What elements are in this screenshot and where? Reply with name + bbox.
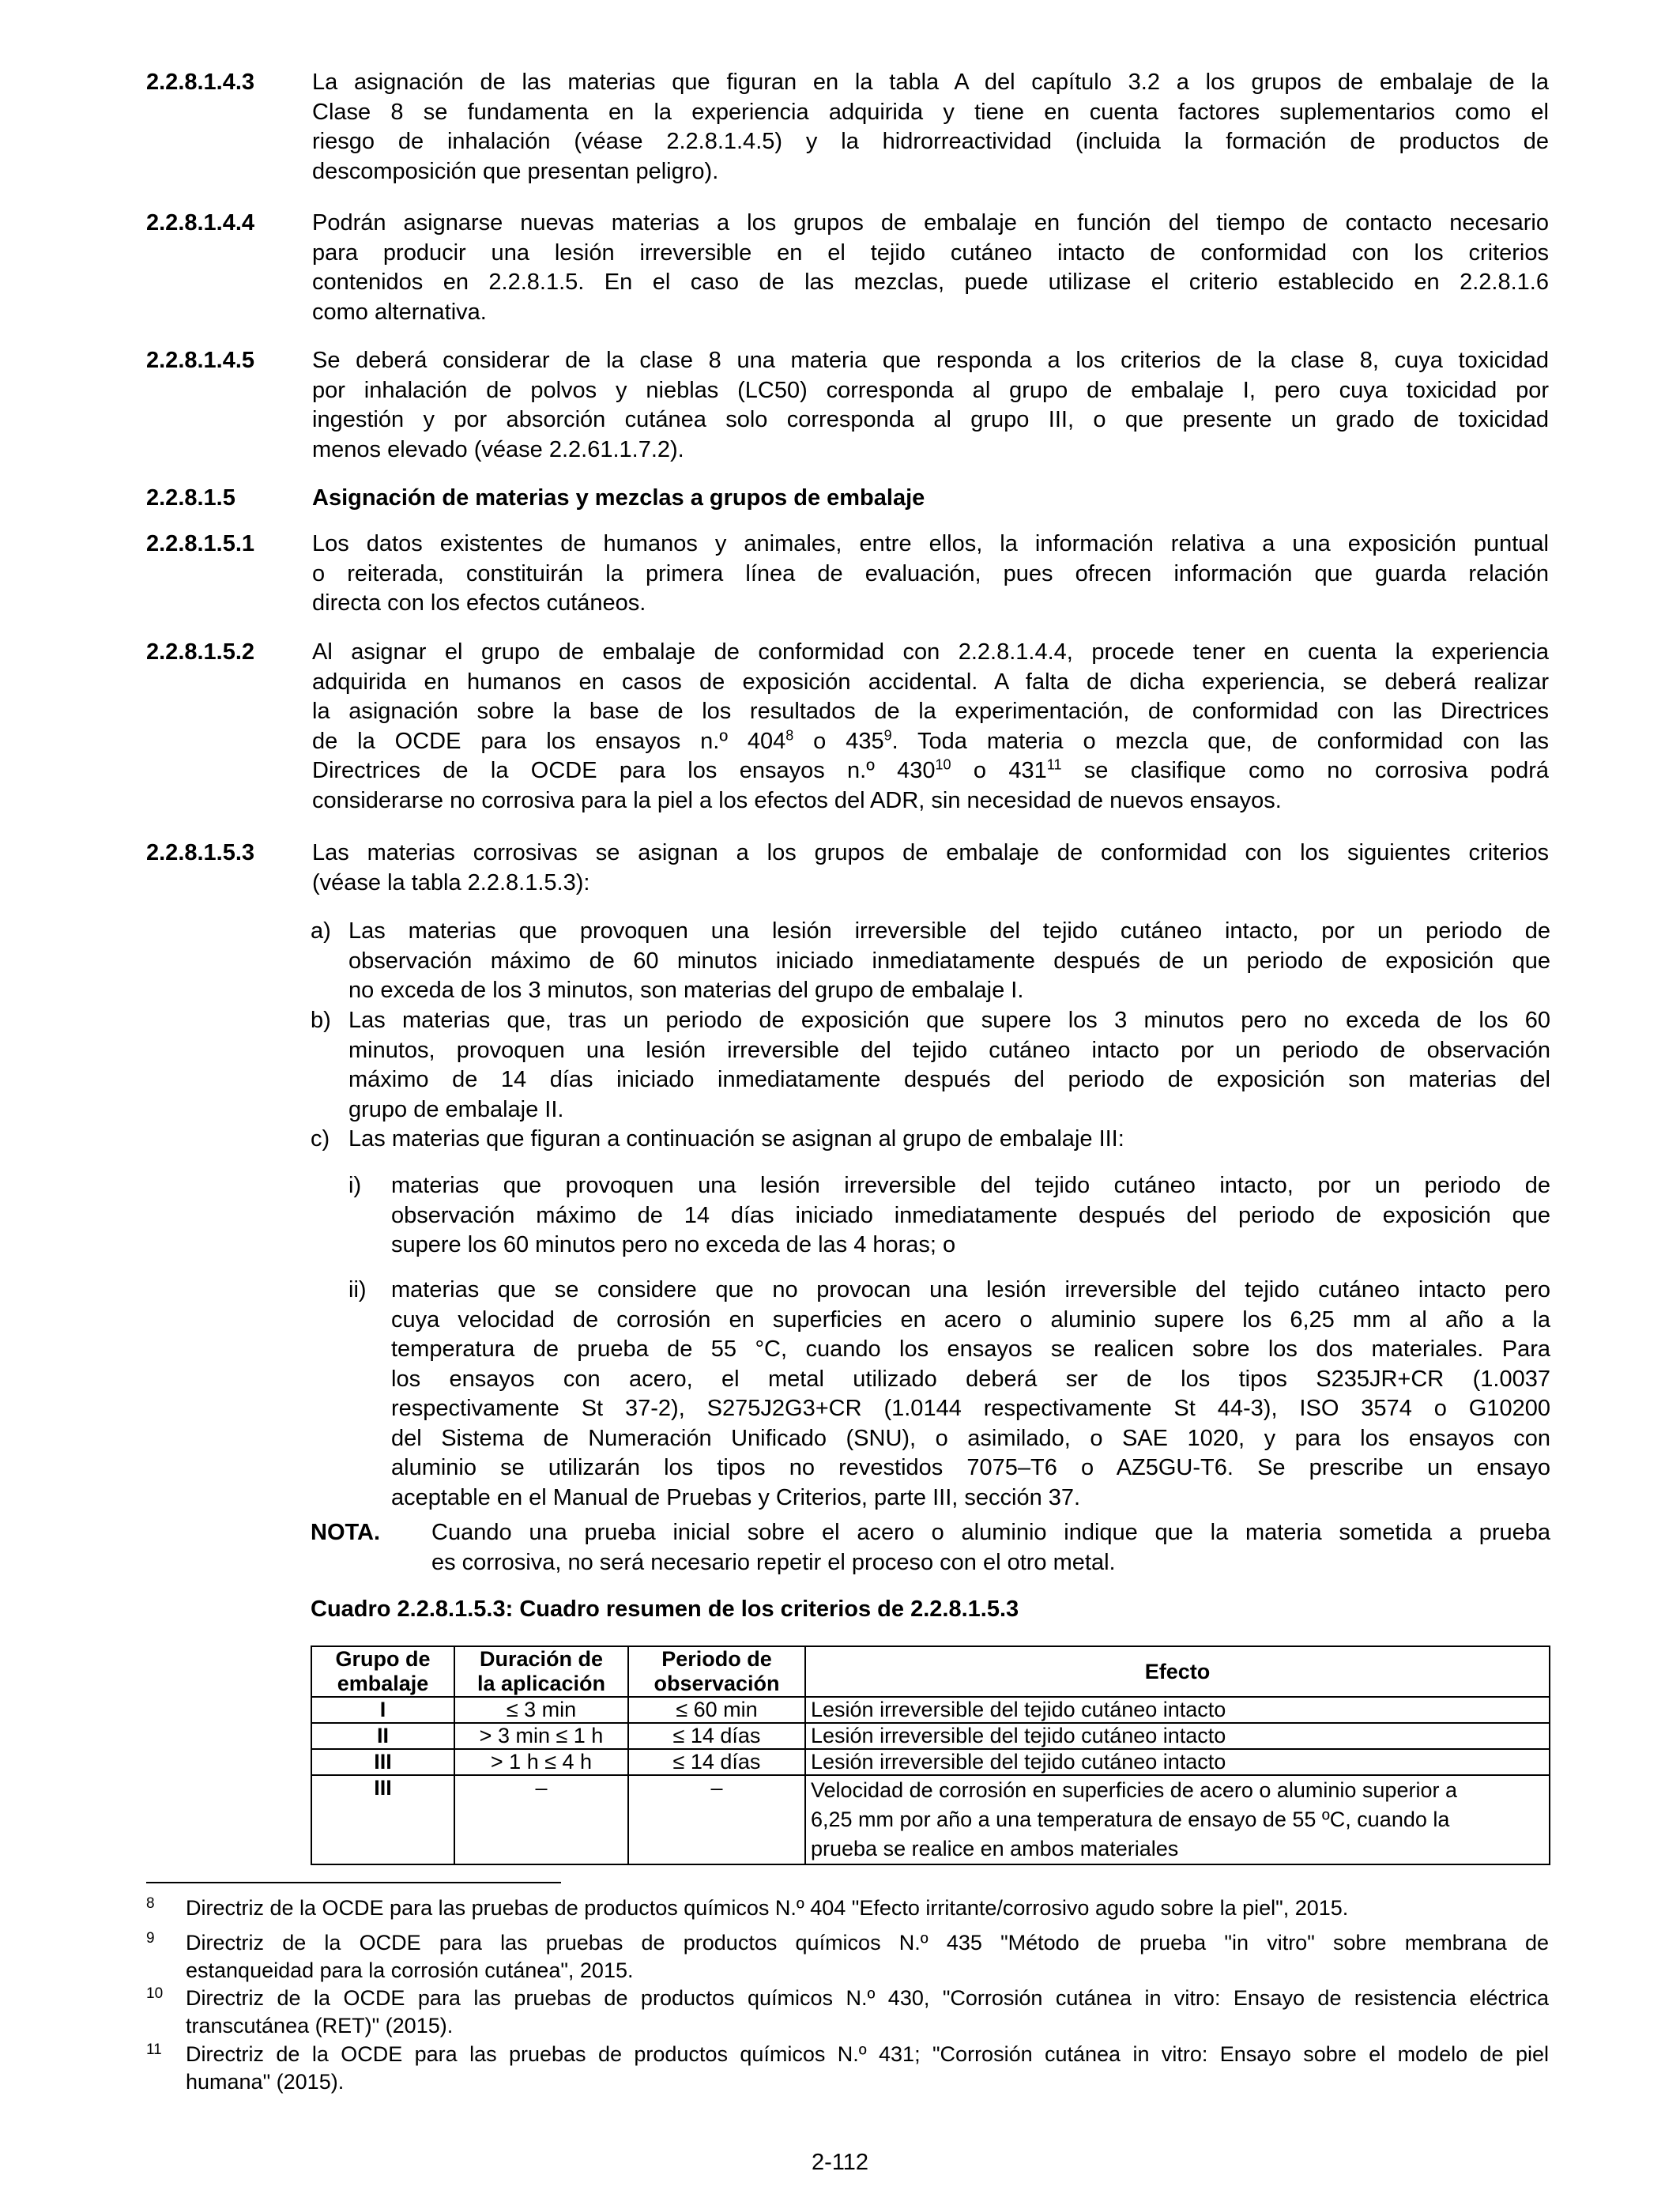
footnote-9	[146, 1929, 1549, 1985]
text-line: directa con los efectos cutáneos.	[312, 590, 646, 616]
text-line: riesgo de inhalación (véase 2.2.8.1.4.5) y la hidrorreactividad (incluida la formación de productos de	[312, 129, 1549, 154]
footnote-number: 9	[146, 1930, 155, 1947]
table-caption: Cuadro 2.2.8.1.5.3: Cuadro resumen de los criterios de 2.2.8.1.5.3	[311, 1596, 1019, 1622]
section-number: 2.2.8.1.4.4	[146, 210, 255, 236]
text-line: Directriz de la OCDE para las pruebas de productos químicos N.º 430, "Corrosión cutánea in vitro: Ensayo de resistencia eléctrica	[186, 1986, 1549, 2010]
table-cell: III	[311, 1749, 454, 1775]
footnote-separator	[146, 1882, 561, 1883]
section-2-2-8-1-5-2	[146, 638, 1549, 816]
footnote-number: 8	[146, 1895, 155, 1912]
footnote-text	[186, 2041, 1549, 2096]
section-2-2-8-1-5-1	[146, 530, 1549, 619]
section-text	[312, 346, 1549, 465]
text-line: Directrices de la OCDE para los ensayos n.º $430^{10}$ o $431^{11}$ se clasifique como no corrosiva podrá	[312, 756, 1549, 783]
item-label: a)	[311, 918, 331, 944]
table-cell: –	[628, 1775, 805, 1864]
section-2-2-8-1-5	[146, 484, 1549, 514]
table-cell: Lesión irreversible del tejido cutáneo intacto	[805, 1723, 1550, 1749]
subitem-text	[391, 1276, 1550, 1513]
table-header-row	[311, 1646, 1550, 1697]
column-header: Grupo de embalaje	[311, 1646, 454, 1697]
text-line: Cuando una prueba inicial sobre el acero o aluminio indique que la materia sometida a prueba	[431, 1520, 1550, 1545]
footnote-ref[interactable]: 8	[785, 726, 794, 743]
text-line: menos elevado (véase 2.2.61.1.7.2).	[312, 436, 684, 462]
section-text	[312, 209, 1549, 327]
summary-table	[311, 1646, 1550, 1865]
section-heading: Asignación de materias y mezclas a grupos de embalaje	[312, 485, 925, 511]
column-header: Efecto	[805, 1646, 1550, 1697]
text-line: por inhalación de polvos y nieblas (LC50) corresponda al grupo de embalaje I, pero cuya toxicidad por	[312, 377, 1549, 403]
footnote-ref[interactable]: 11	[1046, 756, 1062, 773]
list-item-c	[311, 1125, 1550, 1155]
text-line: Al asignar el grupo de embalaje de conformidad con 2.2.8.1.4.4, procede tener en cuenta la experiencia	[312, 639, 1549, 665]
text-line: Las materias que, tras un periodo de exposición que supere los 3 minutos pero no exceda de los 60	[348, 1008, 1550, 1033]
text-line: ingestión y por absorción cutánea solo corresponda al grupo III, o que presente un grado de toxicidad	[312, 407, 1549, 432]
table-cell: Lesión irreversible del tejido cutáneo intacto	[805, 1697, 1550, 1723]
table-row	[311, 1697, 1550, 1723]
text-line: o reiterada, constituirán la primera línea de evaluación, pues ofrecen información que guarda relación	[312, 560, 1549, 586]
table-cell: II	[311, 1723, 454, 1749]
text-line: Directriz de la OCDE para las pruebas de productos químicos N.º 435 "Método de prueba "in vitro" sobre membrana de	[186, 1931, 1549, 1955]
text-line: Las materias que figuran a continuación se asignan al grupo de embalaje III:	[348, 1126, 1124, 1152]
section-text	[312, 530, 1549, 619]
footnote-8	[146, 1894, 1549, 1922]
text-line: (véase la tabla 2.2.8.1.5.3):	[312, 869, 590, 895]
footnote-ref[interactable]: 10	[935, 756, 951, 773]
text-line: para producir una lesión irreversible en el tejido cutáneo intacto de conformidad con los criterios	[312, 239, 1549, 266]
column-header: Periodo de observación	[628, 1646, 805, 1697]
text-line: máximo de 14 días iniciado inmediatamente después del periodo de exposición son materias del	[348, 1067, 1550, 1092]
section-text	[312, 68, 1549, 187]
list-item-b	[311, 1006, 1550, 1125]
text-line: materias que provoquen una lesión irreversible del tejido cutáneo intacto, por un periodo de	[391, 1173, 1550, 1198]
text-line: observación máximo de 14 días iniciado inmediatamente después del periodo de exposición que	[391, 1202, 1550, 1228]
table-row	[311, 1775, 1550, 1864]
section-number: 2.2.8.1.5.1	[146, 531, 255, 556]
page-number: 2-112	[811, 2150, 869, 2175]
section-number: 2.2.8.1.5	[146, 485, 235, 511]
text-line: observación máximo de 60 minutos iniciado inmediatamente después de un periodo de exposición que	[348, 948, 1550, 974]
section-text	[312, 638, 1549, 816]
text-line: Clase 8 se fundamenta en la experiencia adquirida y tiene en cuenta factores suplementarios como el	[312, 99, 1549, 125]
section-2-2-8-1-4-5	[146, 346, 1549, 465]
table-cell: Lesión irreversible del tejido cutáneo intacto	[805, 1749, 1550, 1775]
text-line: los ensayos con acero, el metal utilizado deberá ser de los tipos S235JR+CR (1.0037	[391, 1366, 1550, 1392]
list-subitem-i	[348, 1171, 1550, 1261]
section-2-2-8-1-5-3	[146, 839, 1549, 898]
table-cell: ≤ 60 min	[628, 1697, 805, 1723]
subitem-label: ii)	[348, 1277, 367, 1302]
table-row	[311, 1723, 1550, 1749]
subitem-label: i)	[348, 1173, 362, 1198]
footnote-ref[interactable]: 9	[883, 726, 892, 743]
section-text	[312, 839, 1549, 898]
text-line: contenidos en 2.2.8.1.5. En el caso de las mezclas, puede utilizase el criterio establecido en 2.2.8.1.6	[312, 270, 1549, 295]
text-line: Los datos existentes de humanos y animales, entre ellos, la información relativa a una exposición puntual	[312, 531, 1549, 556]
text-line: Directriz de la OCDE para las pruebas de productos químicos N.º 404 "Efecto irritante/corrosivo agudo sobre la piel", 2015.	[186, 1896, 1349, 1920]
item-text	[348, 1125, 1550, 1155]
footnote-text	[186, 1894, 1549, 1922]
column-header: Duración de la aplicación	[454, 1646, 628, 1697]
text-line: de la OCDE para los ensayos n.º $404^8$ o $435^9$. Toda materia o mezcla que, de conformidad con las	[312, 726, 1549, 754]
table-cell: III	[311, 1775, 454, 1864]
section-number: 2.2.8.1.5.2	[146, 639, 255, 665]
table-cell: Velocidad de corrosión en superficies de acero o aluminio superior a 6,25 mm por año a una temperatura de ensayo de 55 ºC, cuando la prueba se realice en ambos materiales	[805, 1775, 1550, 1864]
item-label: b)	[311, 1008, 331, 1033]
table-cell: ≤ 14 días	[628, 1749, 805, 1775]
table-cell: ≤ 14 días	[628, 1723, 805, 1749]
note	[311, 1518, 1550, 1578]
note-text	[431, 1518, 1550, 1578]
text-line: considerarse no corrosiva para la piel a los efectos del ADR, sin necesidad de nuevos ensayos.	[312, 787, 1282, 813]
footnote-number: 11	[146, 2041, 162, 2058]
text-line: aluminio se utilizarán los tipos no revestidos 7075–T6 o AZ5GU-T6. Se prescribe un ensayo	[391, 1455, 1550, 1480]
item-text	[348, 1006, 1550, 1125]
text-line: Se deberá considerar de la clase 8 una materia que responda a los criterios de la clase 8, cuya toxicidad	[312, 348, 1549, 373]
text-line: descomposición que presentan peligro).	[312, 158, 719, 184]
table-cell: > 1 h ≤ 4 h	[454, 1749, 628, 1775]
section-number: 2.2.8.1.5.3	[146, 840, 255, 865]
text-line: Las materias corrosivas se asignan a los grupos de embalaje de conformidad con los siguientes criterios	[312, 840, 1549, 865]
text-line: supere los 60 minutos pero no exceda de las 4 horas; o	[391, 1232, 956, 1257]
item-label: c)	[311, 1126, 330, 1152]
text-line: temperatura de prueba de 55 °C, cuando los ensayos se realicen sobre los dos materiales. Para	[391, 1336, 1550, 1362]
footnote-text	[186, 1985, 1549, 2040]
list-subitem-ii	[348, 1276, 1550, 1513]
text-line: Directriz de la OCDE para las pruebas de productos químicos N.º 431; "Corrosión cutánea in vitro: Ensayo sobre el modelo de piel	[186, 2042, 1549, 2066]
text-line: transcutánea (RET)" (2015).	[186, 2014, 454, 2038]
table-cell: ≤ 3 min	[454, 1697, 628, 1723]
text-line: la asignación sobre la base de los resultados de la experimentación, de conformidad con las Directrices	[312, 699, 1549, 724]
text-line: materias que se considere que no provocan una lesión irreversible del tejido cutáneo intacto pero	[391, 1277, 1550, 1302]
text-line: La asignación de las materias que figuran en la tabla A del capítulo 3.2 a los grupos de embalaje de la	[312, 70, 1549, 95]
text-line: no exceda de los 3 minutos, son materias del grupo de embalaje I.	[348, 978, 1024, 1003]
footnote-10	[146, 1985, 1549, 2040]
text-line: cuya velocidad de corrosión en superficies en acero o aluminio supere los 6,25 mm al año a la	[391, 1306, 1550, 1333]
list-item-a	[311, 917, 1550, 1006]
text-line: grupo de embalaje II.	[348, 1096, 564, 1122]
text-line: adquirida en humanos en casos de exposición accidental. A falta de dicha experiencia, se deberá realizar	[312, 669, 1549, 695]
table-row	[311, 1749, 1550, 1775]
section-number: 2.2.8.1.4.5	[146, 348, 255, 373]
text-line: humana" (2015).	[186, 2070, 345, 2094]
section-2-2-8-1-4-4	[146, 209, 1549, 327]
text-line: Podrán asignarse nuevas materias a los grupos de embalaje en función del tiempo de contacto necesario	[312, 210, 1549, 236]
text-line: minutos, provoquen una lesión irreversible del tejido cutáneo intacto por un periodo de observación	[348, 1037, 1550, 1063]
table-cell: –	[454, 1775, 628, 1864]
table-cell: > 3 min ≤ 1 h	[454, 1723, 628, 1749]
text-line: estanqueidad para la corrosión cutánea", 2015.	[186, 1958, 634, 1982]
footnote-text	[186, 1929, 1549, 1985]
text-line: es corrosiva, no será necesario repetir el proceso con el otro metal.	[431, 1549, 1116, 1575]
text-line: respectivamente St 37-2), S275J2G3+CR (1.0144 respectivamente St 44-3), ISO 3574 o G10200	[391, 1396, 1550, 1421]
note-label: NOTA.	[311, 1520, 381, 1545]
text-line: aceptable en el Manual de Pruebas y Criterios, parte III, sección 37.	[391, 1484, 1081, 1510]
item-text	[348, 917, 1550, 1006]
text-line: Las materias que provoquen una lesión irreversible del tejido cutáneo intacto, por un periodo de	[348, 918, 1550, 944]
text-line: como alternativa.	[312, 299, 487, 325]
text-line: del Sistema de Numeración Unificado (SNU), o asimilado, o SAE 1020, y para los ensayos con	[391, 1425, 1550, 1451]
section-2-2-8-1-4-3	[146, 68, 1549, 187]
subitem-text	[391, 1171, 1550, 1261]
section-number: 2.2.8.1.4.3	[146, 70, 255, 95]
footnote-11	[146, 2041, 1549, 2096]
table-cell: I	[311, 1697, 454, 1723]
footnote-number: 10	[146, 1985, 164, 2002]
